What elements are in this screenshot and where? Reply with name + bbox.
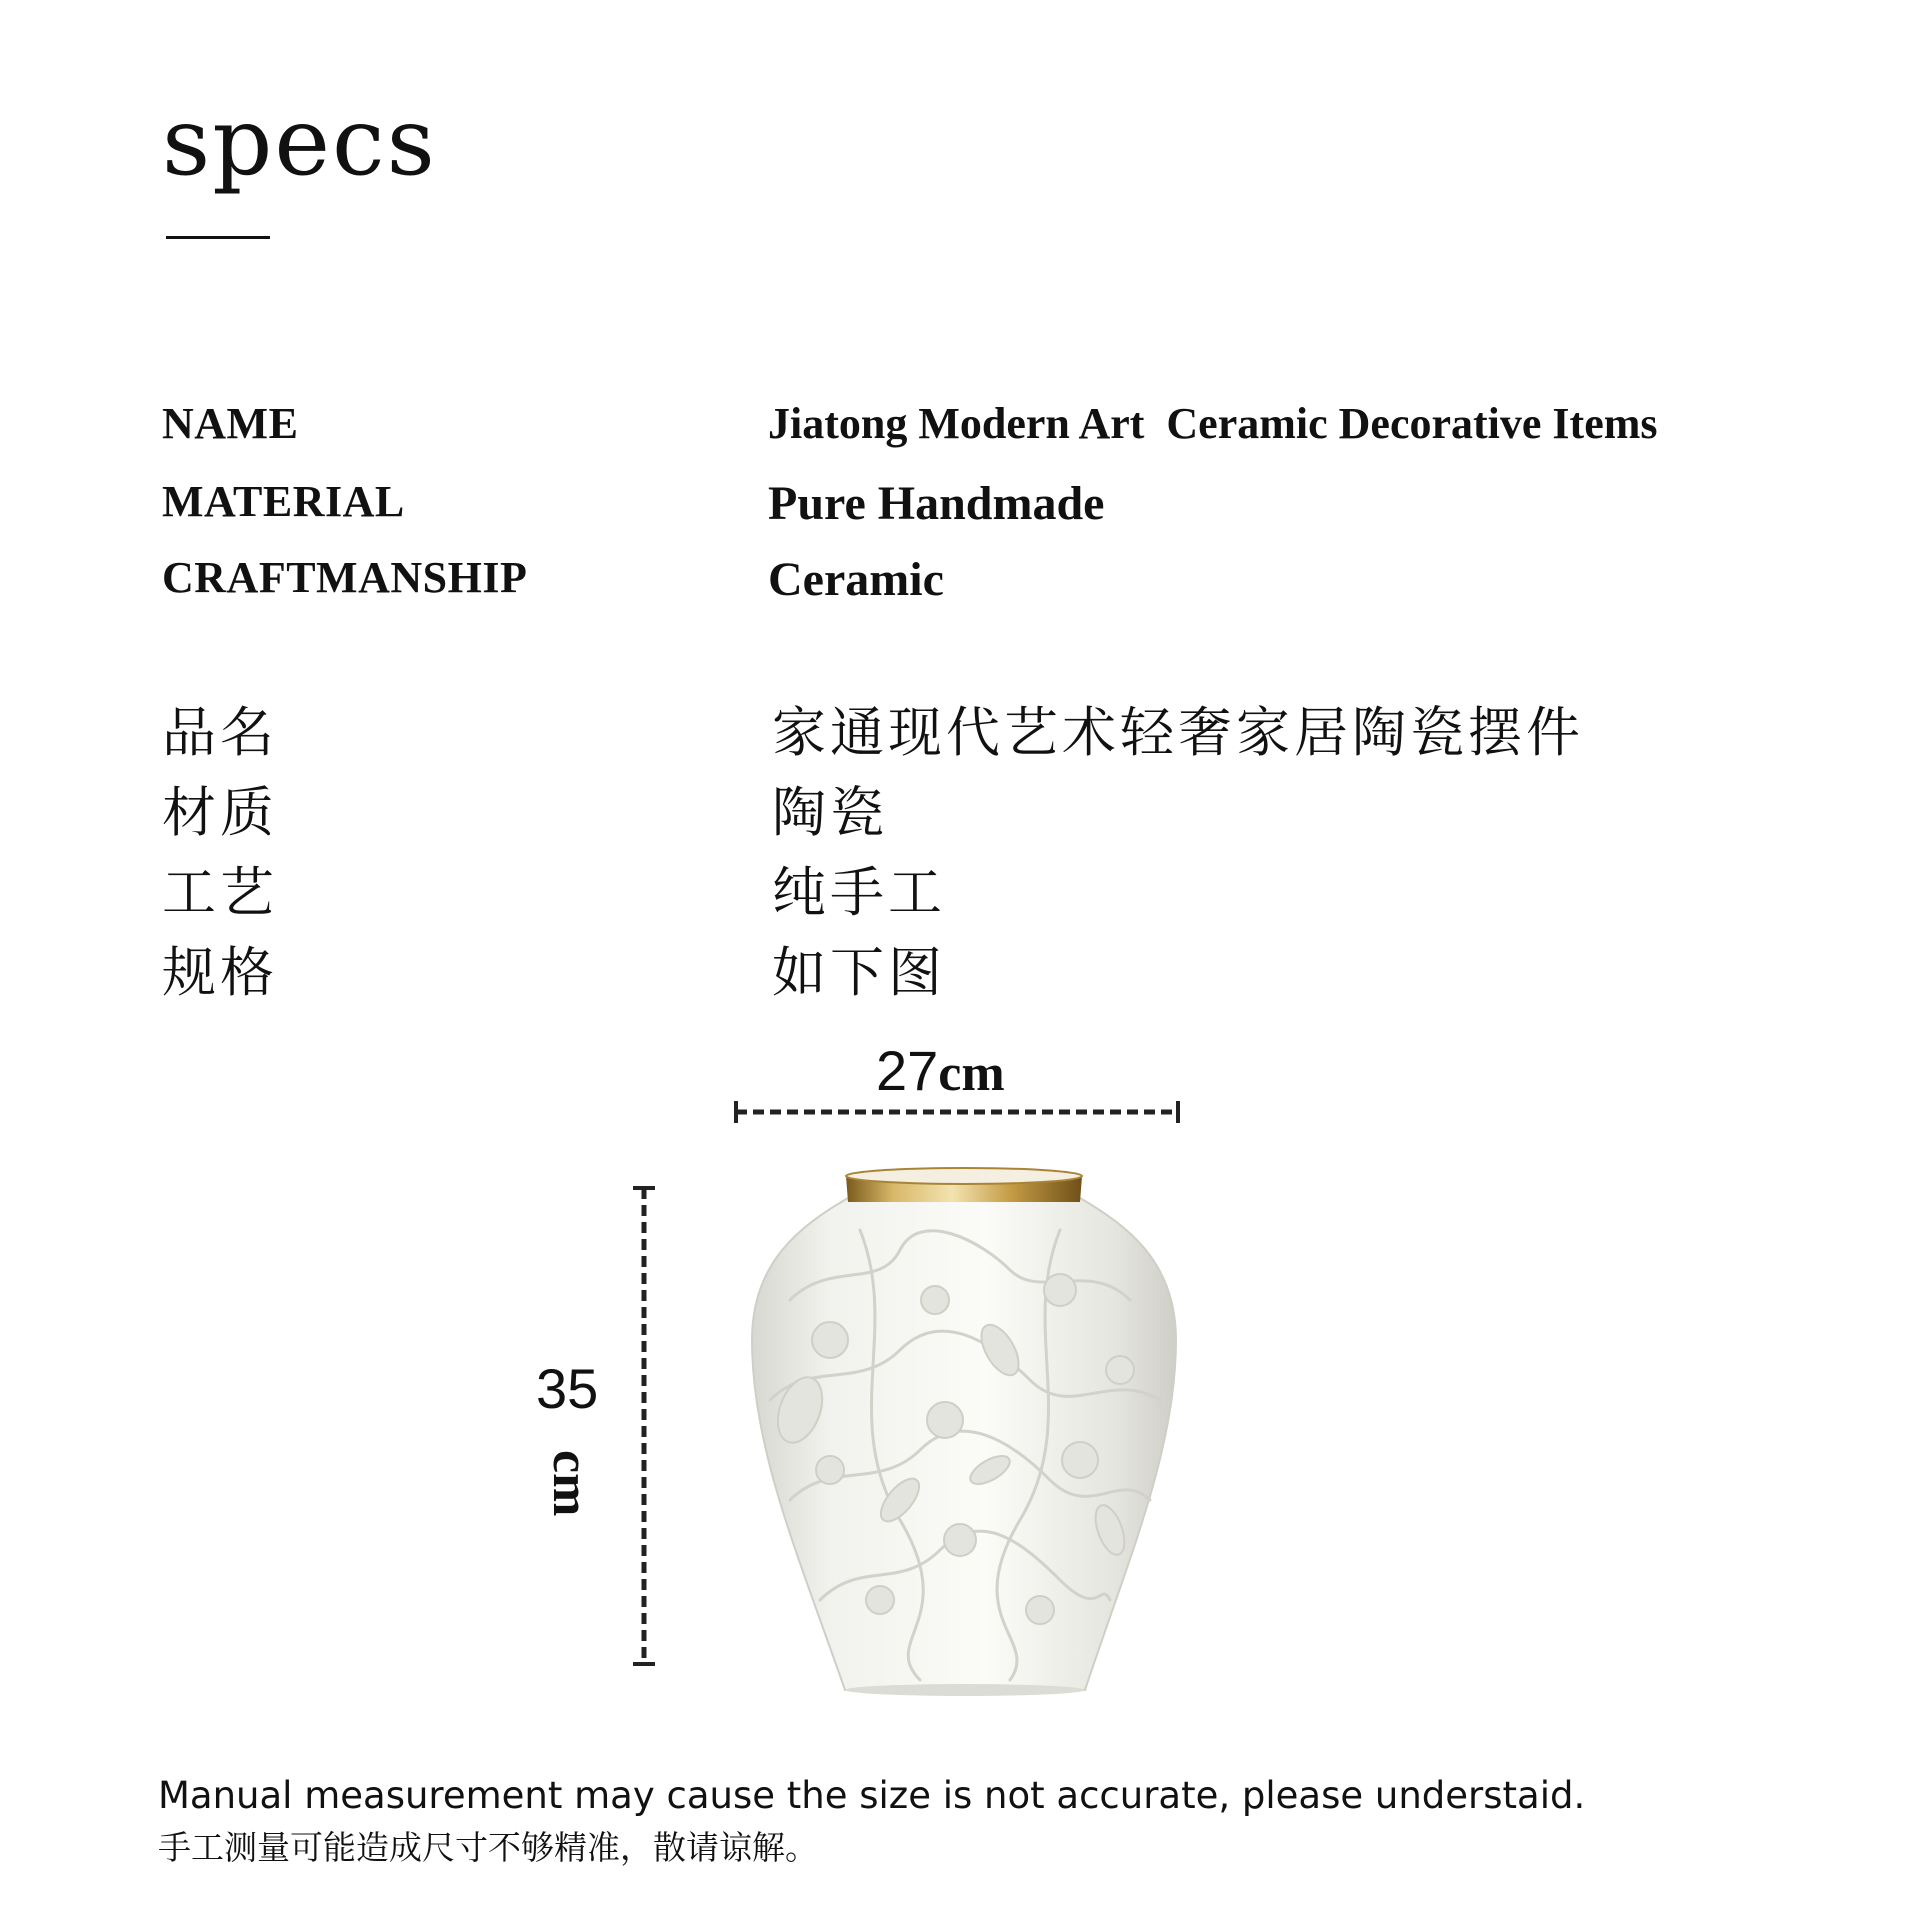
- height-dimension-line: [633, 1188, 655, 1664]
- spec-label-name: NAME: [162, 399, 299, 448]
- width-value: 27: [876, 1039, 939, 1102]
- spec-label-zh-name: 品名: [162, 701, 278, 764]
- spec-value-zh-name: 家通现代艺术轻奢家居陶瓷摆件: [772, 701, 1584, 764]
- vase-base-shadow: [845, 1684, 1085, 1696]
- page-title: specs: [162, 88, 437, 197]
- width-dimension-line: [736, 1101, 1178, 1123]
- spec-label-material: MATERIAL: [162, 477, 405, 526]
- footer-note-zh: 手工测量可能造成尺寸不够精准，散请谅解。: [158, 1828, 818, 1867]
- spec-label-zh-size: 规格: [162, 941, 278, 1004]
- spec-label-craftmanship: CRAFTMANSHIP: [162, 553, 528, 602]
- spec-value-name: Jiatong Modern Art Ceramic Decorative Items: [768, 399, 1658, 448]
- width-unit: cm: [938, 1045, 1005, 1102]
- height-unit: cm: [542, 1450, 599, 1517]
- spec-label-zh-craft: 工艺: [162, 861, 278, 924]
- spec-value-craftmanship: Ceramic: [768, 553, 944, 606]
- footer-note-en: Manual measurement may cause the size is not accurate, please understaid.: [158, 1774, 1586, 1817]
- height-value: 35: [536, 1357, 599, 1420]
- spec-value-zh-material: 陶瓷: [772, 781, 888, 844]
- spec-value-zh-size: 如下图: [772, 941, 946, 1004]
- spec-value-zh-craft: 纯手工: [772, 861, 946, 924]
- width-dimension-label: [876, 1038, 1005, 1103]
- vase-image: [752, 1168, 1176, 1696]
- spec-value-material: Pure Handmade: [768, 477, 1105, 530]
- vase-body: [752, 1198, 1176, 1690]
- spec-label-zh-material: 材质: [162, 781, 278, 844]
